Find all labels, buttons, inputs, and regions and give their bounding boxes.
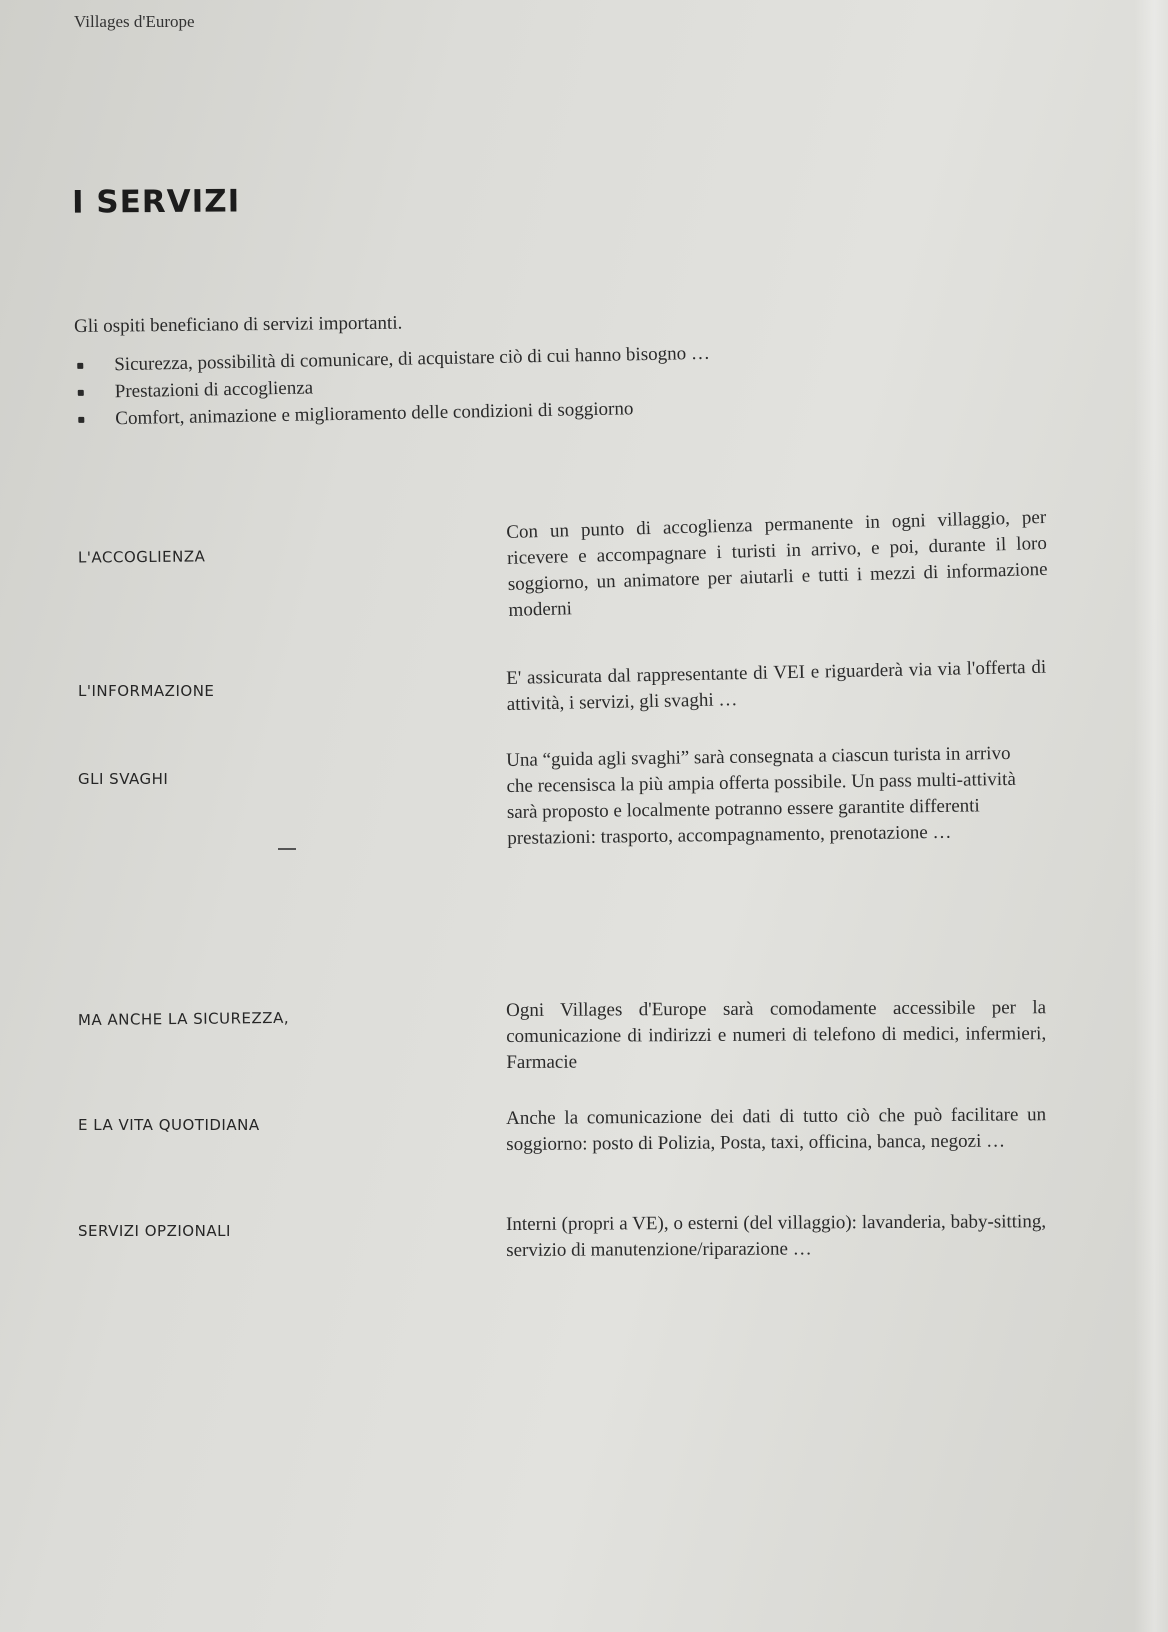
service-text-accoglienza: Con un punto di accoglienza permanente in ogni villaggio, per ricevere e accompagnare i turisti in arrivo, e poi, durante il loro soggiorno, un animatore per aiutarli e tutti i mezzi di informazione moderni — [506, 506, 1048, 621]
bullet-text: Comfort, animazione e miglioramento delle condizioni di soggiorno — [115, 398, 634, 430]
running-head: Villages d'Europe — [74, 12, 195, 31]
service-text-sicurezza: Ogni Villages d'Europe sarà comodamente accessibile per la comunicazione di indirizzi e numeri di telefono di medici, infermieri, Farmacie — [506, 997, 1047, 1073]
bullet-list — [74, 340, 711, 433]
service-text-svaghi: Una “guida agli svaghi” sarà consegnata a ciascun turista in arrivo che recensisca la più ampia offerta possibile. Un pass multi-attività sarà proposto e localmente potranno essere garantite differenti prestazioni: trasporto, accompagnamento, prenotazione … — [506, 742, 1016, 849]
intro-paragraph: Gli ospiti beneficiano di servizi importanti. — [74, 312, 403, 337]
service-label-accoglienza: L'ACCOGLIENZA — [77, 547, 206, 567]
service-text-vita-quotidiana: Anche la comunicazione dei dati di tutto ciò che può facilitare un soggiorno: posto di Polizia, Posta, taxi, officina, banca, negozi … — [506, 1104, 1047, 1155]
bullet-text: Sicurezza, possibilità di comunicare, di acquistare ciò di cui hanno bisogno … — [114, 342, 711, 376]
page-title: I SERVIZI — [71, 183, 241, 221]
page-edge-shading — [1134, 0, 1168, 1632]
stray-mark — [278, 848, 296, 850]
service-label-vita-quotidiana: E LA VITA QUOTIDIANA — [78, 1116, 260, 1134]
service-label-sicurezza: MA ANCHE LA SICUREZZA, — [77, 1008, 290, 1030]
service-label-servizi-opzionali: SERVIZI OPZIONALI — [78, 1222, 231, 1240]
service-label-svaghi: GLI SVAGHI — [78, 770, 169, 788]
service-text-servizi-opzionali: Interni (propri a VE), o esterni (del villaggio): lavanderia, baby-sitting, servizio di manutenzione/riparazione … — [506, 1211, 1047, 1261]
service-text-informazione: E' assicurata dal rappresentante di VEI e riguarderà via via l'offerta di attività, i servizi, gli svaghi … — [506, 656, 1047, 715]
bullet-icon — [78, 417, 84, 423]
service-label-informazione: L'INFORMAZIONE — [78, 682, 215, 700]
bullet-icon — [78, 390, 84, 396]
bullet-text: Prestazioni di accoglienza — [114, 377, 314, 403]
bullet-icon — [77, 363, 83, 369]
